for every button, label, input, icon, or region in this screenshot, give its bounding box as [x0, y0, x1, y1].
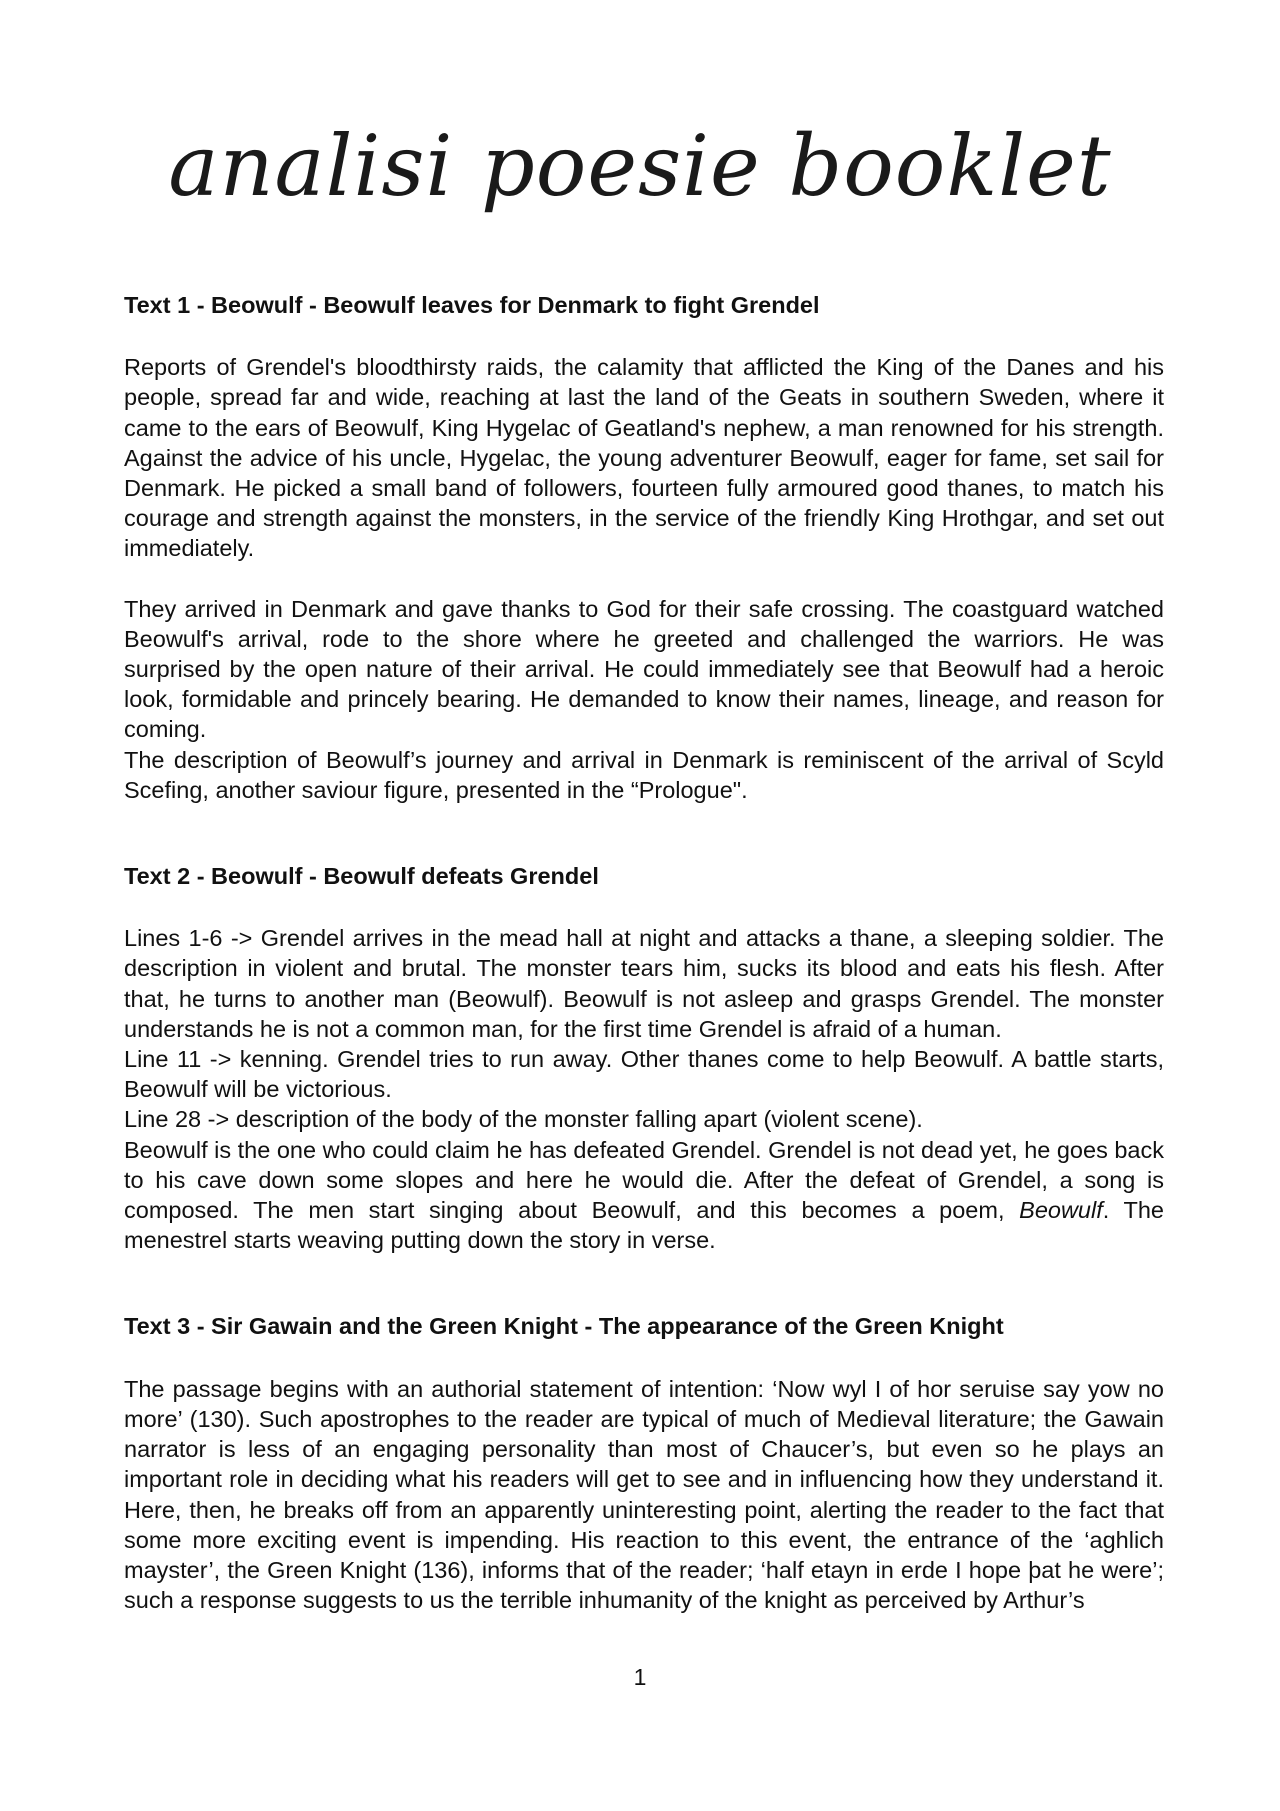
paragraph: Line 11 -> kenning. Grendel tries to run away. Other thanes come to help Beowulf. A battle starts, Beowulf will be victorious.	[124, 1046, 1164, 1103]
paragraph-text: Beowulf is the one who could claim he has defeated Grendel. Grendel is not dead yet, he goes back to his cave down some slopes and here he would die. After the defeat of Grendel, a song is composed. The men start singing about Beowulf, and this becomes a poem,	[124, 1136, 1164, 1224]
booklet-title: analisi poesie booklet	[168, 117, 1112, 215]
paragraph: Lines 1-6 -> Grendel arrives in the mead hall at night and attacks a thane, a sleeping soldier. The description in violent and brutal. The monster tears him, sucks its blood and eats his flesh. After that, he turns to another man (Beowulf). Beowulf is not asleep and grasps Grendel. The monster understands he is not a common man, for the first time Grendel is afraid of a human.	[124, 925, 1164, 1042]
section-heading: Text 3 - Sir Gawain and the Green Knight - The appearance of the Green Knight	[124, 1313, 1004, 1340]
section-heading: Text 1 - Beowulf - Beowulf leaves for Denmark to fight Grendel	[124, 292, 820, 318]
paragraph	[124, 1135, 1164, 1256]
document-body	[124, 290, 1164, 1615]
paragraph: The description of Beowulf’s journey and arrival in Denmark is reminiscent of the arrival of Scyld Scefing, another saviour figure, presented in the “Prologue".	[124, 746, 1164, 803]
section-text-2	[124, 861, 1164, 1255]
paragraph: The passage begins with an authorial statement of intention: ‘Now wyl I of hor seruise say yow no more’ (130). Such apostrophes to the reader are typical of much of Medieval literature; the Gawain narrator is less of an engaging personality than most of Chaucer’s, but even so he plays an important role in deciding what his readers will get to see and in influencing how they understand it. Here, then, he breaks off from an apparently uninteresting point, alerting the reader to the fact that some more exciting event is impending. His reaction to this event, the entrance of the ‘aghlich mayster’, the Green Knight (136), informs that of the reader; ‘half etayn in erde I hope þat he were’; such a response suggests to us the terrible inhumanity of the knight as perceived by Arthur’s	[124, 1375, 1164, 1614]
paragraph-text: . The menestrel starts weaving putting down the story in verse.	[124, 1197, 1164, 1254]
paragraph: They arrived in Denmark and gave thanks to God for their safe crossing. The coastguard watched Beowulf's arrival, rode to the shore where he greeted and challenged the warriors. He was surprised by the open nature of their arrival. He could immediately see that Beowulf had a heroic look, formidable and princely bearing. He demanded to know their names, lineage, and reason for coming.	[124, 595, 1164, 743]
paragraph: Line 28 -> description of the body of the monster falling apart (violent scene).	[124, 1106, 923, 1133]
page-number: 1	[633, 1664, 647, 1690]
section-text-1	[124, 290, 1164, 805]
section-text-3	[124, 1311, 1164, 1615]
italic-title: Beowulf	[1019, 1197, 1103, 1224]
paragraph: Reports of Grendel's bloodthirsty raids, the calamity that afflicted the King of the Danes and his people, spread far and wide, reaching at last the land of the Geats in southern Sweden, where it came to the ears of Beowulf, King Hygelac of Geatland's nephew, a man renowned for his strength. Against the advice of his uncle, Hygelac, the young adventurer Beowulf, eager for fame, set sail for Denmark. He picked a small band of followers, fourteen fully armoured good thanes, to match his courage and strength against the monsters, in the service of the friendly King Hrothgar, and set out immediately.	[124, 354, 1164, 562]
section-heading: Text 2 - Beowulf - Beowulf defeats Grendel	[124, 863, 599, 890]
